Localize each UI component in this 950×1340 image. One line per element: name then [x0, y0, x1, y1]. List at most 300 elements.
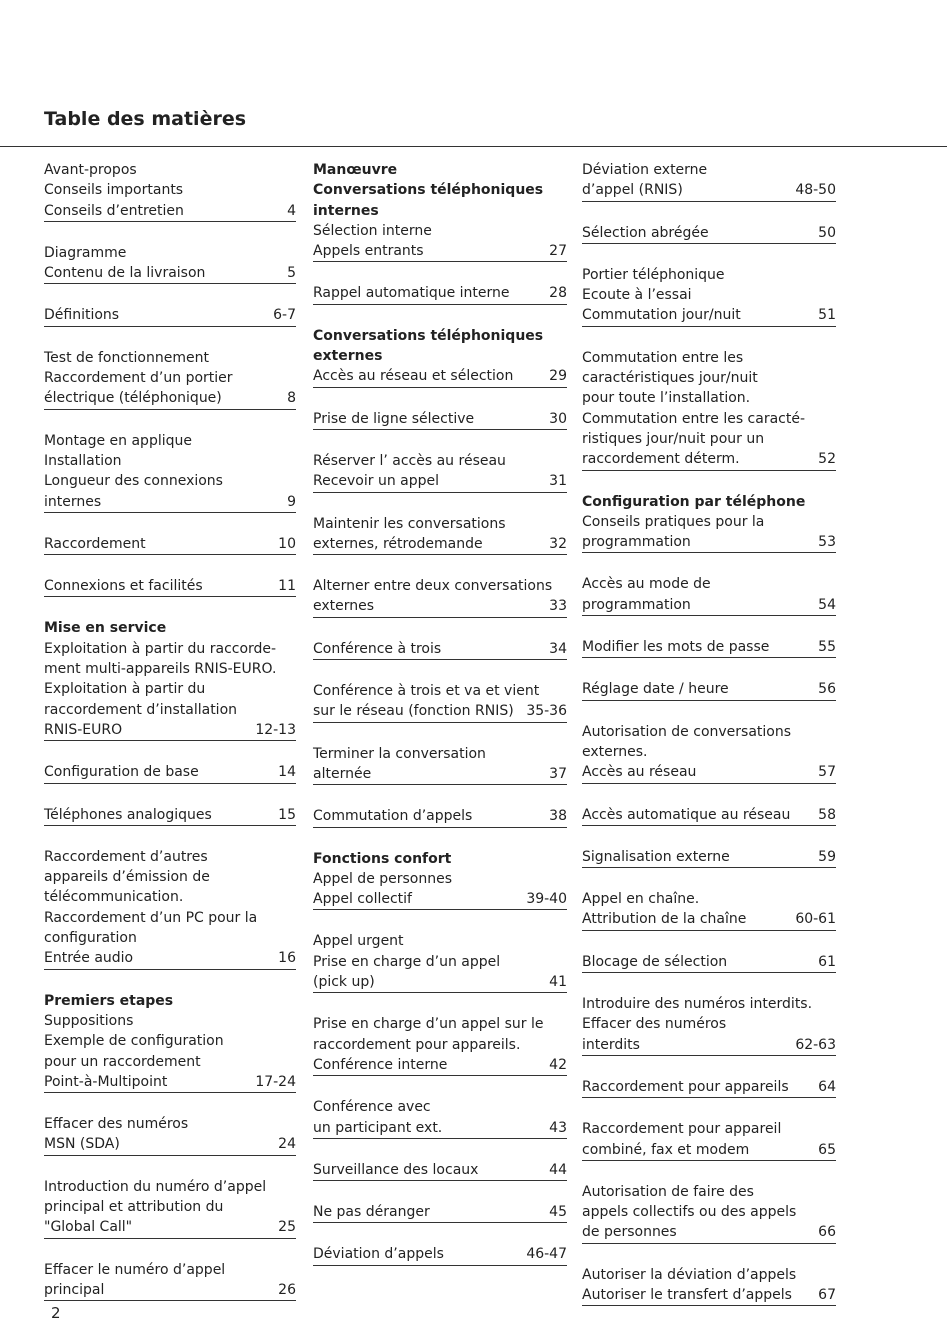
toc-line-text: sur le réseau (fonction RNIS) [313, 703, 514, 720]
toc-line-text: Conférence avec [313, 1099, 431, 1116]
toc-line-text: Prise en charge d’un appel sur le [313, 1016, 544, 1033]
toc-line [582, 409, 836, 429]
toc-entry [582, 265, 836, 327]
toc-page-ref: 59 [818, 848, 836, 865]
toc-line-text: Conseils importants [44, 182, 184, 199]
toc-line-text: Appel de personnes [313, 870, 453, 887]
toc-entry [313, 576, 567, 618]
toc-line-text: Déviation externe [582, 162, 708, 178]
toc-page-ref: 15 [278, 806, 296, 823]
toc-entry [582, 722, 836, 784]
toc-page-ref: 33 [549, 598, 567, 615]
toc-line-text: Mise en service [44, 620, 167, 637]
toc-line-text: ristiques jour/nuit pour un [582, 430, 765, 447]
toc-line [582, 368, 836, 388]
toc-line-text: raccordement déterm. [582, 451, 740, 468]
toc-line [313, 931, 567, 951]
toc-page-ref: 65 [818, 1141, 836, 1158]
toc-line-text: Commutation d’appels [313, 808, 473, 825]
toc-page-ref: 17-24 [255, 1073, 296, 1090]
toc-line [44, 243, 296, 263]
toc-section-heading [582, 492, 836, 512]
toc-page-ref: 52 [818, 451, 836, 468]
toc-line-text: raccordement pour appareils. [313, 1036, 521, 1053]
toc-line-text: Conférence à trois [313, 640, 442, 657]
toc-line [582, 1202, 836, 1222]
toc-section-heading [313, 201, 567, 221]
toc-line [313, 1202, 567, 1222]
toc-line [44, 948, 296, 968]
toc-line [313, 1097, 567, 1117]
toc-line-text: interdits [582, 1036, 640, 1053]
toc-line [582, 762, 836, 782]
toc-line [582, 1285, 836, 1305]
toc-entry [313, 681, 567, 723]
toc-line-text: externes [313, 348, 383, 365]
toc-line [44, 1134, 296, 1154]
toc-line-text: Raccordement [44, 535, 146, 552]
toc-line-text: Modifier les mots de passe [582, 639, 770, 656]
toc-line-text: "Global Call" [44, 1219, 133, 1236]
toc-line-text: Fonctions confort [313, 850, 452, 867]
toc-line-text: Introduction du numéro d’appel [44, 1178, 267, 1195]
toc-line [44, 1197, 296, 1217]
toc-line [313, 1244, 567, 1264]
toc-line-text: Signalisation externe [582, 848, 730, 865]
toc-line [313, 639, 567, 659]
toc-entry [582, 1077, 836, 1098]
toc-entry [44, 847, 296, 970]
toc-line-text: Accès au réseau [582, 764, 697, 781]
toc-line-text: pour un raccordement [44, 1053, 201, 1070]
toc-page-ref: 54 [818, 596, 836, 613]
toc-line-text: Raccordement d’un PC pour la [44, 909, 258, 926]
toc-line-text: Installation [44, 452, 122, 469]
toc-line [44, 305, 296, 325]
toc-line [582, 160, 836, 180]
toc-line [313, 514, 567, 534]
toc-column-2 [313, 160, 567, 1287]
toc-line [582, 595, 836, 615]
toc-line-text: Exploitation à partir du [44, 681, 206, 698]
toc-line-text: programmation [582, 534, 691, 551]
toc-line [44, 1011, 296, 1031]
page-title: Table des matières [44, 108, 247, 130]
toc-line-text: Conseils d’entretien [44, 202, 184, 219]
toc-line-text: Accès au réseau et sélection [313, 368, 514, 385]
toc-line [582, 909, 836, 929]
toc-page-ref: 42 [549, 1056, 567, 1073]
toc-line-text: Appels entrants [313, 243, 424, 260]
toc-line-text: Réglage date / heure [582, 681, 729, 698]
toc-section-heading [44, 618, 296, 638]
toc-line [582, 388, 836, 408]
toc-entry [313, 1160, 567, 1181]
toc-line [44, 679, 296, 699]
toc-line [44, 639, 296, 659]
toc-line [44, 201, 296, 221]
toc-line-text: configuration [44, 930, 137, 947]
toc-page-ref: 29 [549, 368, 567, 385]
toc-line-text: Autorisation de faire des [582, 1183, 754, 1200]
toc-line [44, 720, 296, 740]
toc-line-text: un participant ext. [313, 1119, 443, 1136]
toc-line [313, 972, 567, 992]
toc-line [582, 265, 836, 285]
toc-line-text: Effacer des numéros [44, 1116, 189, 1133]
toc-line-text: Conversations téléphoniques [313, 327, 544, 344]
toc-entry [313, 849, 567, 911]
toc-line [313, 681, 567, 701]
toc-line-text: d’appel (RNIS) [582, 182, 683, 199]
toc-line [313, 283, 567, 303]
toc-line-text: Suppositions [44, 1012, 134, 1029]
toc-line [313, 1160, 567, 1180]
toc-entry [582, 889, 836, 931]
toc-entry [582, 847, 836, 868]
toc-entry [582, 574, 836, 616]
toc-line [582, 285, 836, 305]
toc-line [44, 471, 296, 491]
toc-entry [313, 160, 567, 262]
toc-page-ref: 9 [287, 493, 296, 510]
toc-line [44, 1052, 296, 1072]
toc-line [44, 1114, 296, 1134]
toc-line [582, 1222, 836, 1242]
toc-entry [44, 1114, 296, 1156]
toc-line-text: principal [44, 1281, 105, 1298]
toc-line [44, 928, 296, 948]
toc-line-text: RNIS-EURO [44, 721, 123, 738]
toc-line [582, 223, 836, 243]
toc-entry [582, 1265, 836, 1307]
toc-line-text: Contenu de la livraison [44, 265, 206, 282]
toc-line [44, 534, 296, 554]
toc-line-text: appareils d’émission de [44, 869, 210, 886]
toc-line-text: Exploitation à partir du raccorde- [44, 640, 277, 657]
toc-page-ref: 37 [549, 765, 567, 782]
toc-line-text: Téléphones analogiques [44, 806, 212, 823]
toc-page-ref: 11 [278, 578, 296, 595]
toc-section-heading [313, 180, 567, 200]
toc-entry [313, 326, 567, 388]
toc-line [313, 869, 567, 889]
toc-line [582, 1182, 836, 1202]
toc-page-ref: 12-13 [255, 721, 296, 738]
toc-line-text: Diagramme [44, 244, 127, 261]
toc-entry [582, 805, 836, 826]
toc-line [313, 764, 567, 784]
toc-line [313, 701, 567, 721]
toc-page-ref: 25 [278, 1219, 296, 1236]
toc-line-text: Raccordement pour appareils [582, 1078, 789, 1095]
toc-entry [582, 160, 836, 202]
toc-line-text: Définitions [44, 307, 120, 324]
toc-entry [313, 806, 567, 827]
toc-line-text: (pick up) [313, 974, 375, 991]
toc-page-ref: 8 [287, 390, 296, 407]
toc-line [44, 160, 296, 180]
toc-line-text: Avant-propos [44, 162, 137, 178]
toc-line [44, 348, 296, 368]
toc-line [582, 1035, 836, 1055]
toc-line-text: Maintenir les conversations [313, 515, 506, 532]
toc-line-text: Déviation d’appels [313, 1246, 444, 1263]
toc-section-heading [313, 160, 567, 180]
toc-entry [44, 534, 296, 555]
toc-entry [44, 431, 296, 513]
toc-page-ref: 64 [818, 1078, 836, 1095]
toc-line [313, 221, 567, 241]
toc-entry [44, 305, 296, 326]
toc-line-text: Sélection interne [313, 222, 432, 239]
toc-line-text: Configuration de base [44, 764, 199, 781]
toc-line [313, 889, 567, 909]
toc-page-ref: 32 [549, 535, 567, 552]
toc-line-text: Appel collectif [313, 891, 412, 908]
toc-line [44, 908, 296, 928]
toc-line-text: pour toute l’installation. [582, 390, 751, 407]
toc-page-ref: 48-50 [795, 182, 836, 199]
toc-line [582, 722, 836, 742]
toc-line [44, 576, 296, 596]
toc-entry [44, 243, 296, 285]
toc-line [313, 596, 567, 616]
toc-column-3 [582, 160, 836, 1327]
toc-line [44, 867, 296, 887]
toc-line-text: Portier téléphonique [582, 266, 725, 283]
toc-line-text: Autoriser le transfert d’appels [582, 1286, 792, 1303]
toc-entry [313, 409, 567, 430]
toc-line-text: Appel en chaîne. [582, 891, 700, 908]
toc-line [582, 994, 836, 1014]
toc-entry [313, 283, 567, 304]
toc-line-text: Surveillance des locaux [313, 1161, 479, 1178]
toc-entry [582, 679, 836, 700]
toc-line-text: Manœuvre [313, 162, 398, 178]
toc-line-text: Autorisation de conversations [582, 723, 792, 740]
toc-entry [44, 762, 296, 783]
toc-section-heading [313, 849, 567, 869]
toc-line [44, 431, 296, 451]
toc-line [582, 305, 836, 325]
toc-entry [313, 1202, 567, 1223]
toc-line-text: internes [44, 493, 102, 510]
toc-page-ref: 4 [287, 202, 296, 219]
toc-line [313, 366, 567, 386]
toc-entry [44, 618, 296, 741]
toc-line [582, 637, 836, 657]
toc-line [313, 1035, 567, 1055]
toc-page-ref: 61 [818, 953, 836, 970]
toc-section-heading [44, 991, 296, 1011]
toc-page-ref: 38 [549, 808, 567, 825]
toc-line-text: Conférence à trois et va et vient [313, 683, 540, 700]
toc-line-text: raccordement d’installation [44, 701, 238, 718]
toc-line-text: Test de fonctionnement [44, 349, 209, 366]
toc-page-ref: 41 [549, 974, 567, 991]
toc-entry [313, 1244, 567, 1265]
toc-line [582, 742, 836, 762]
toc-line [582, 1265, 836, 1285]
toc-page-ref: 10 [278, 535, 296, 552]
toc-page-ref: 60-61 [795, 911, 836, 928]
toc-line-text: Commutation entre les [582, 349, 744, 366]
toc-page-ref: 28 [549, 285, 567, 302]
toc-line [313, 744, 567, 764]
toc-line [582, 952, 836, 972]
toc-line [44, 1072, 296, 1092]
toc-entry [44, 1177, 296, 1239]
toc-line [582, 1119, 836, 1139]
toc-line-text: Accès au mode de [582, 576, 711, 593]
toc-line [582, 679, 836, 699]
title-divider [0, 146, 947, 147]
toc-entry [44, 991, 296, 1093]
toc-line-text: Entrée audio [44, 950, 134, 967]
toc-line-text: externes, rétrodemande [313, 535, 483, 552]
toc-entry [44, 805, 296, 826]
toc-line [582, 1140, 836, 1160]
toc-column-1 [44, 160, 296, 1322]
toc-entry [313, 639, 567, 660]
toc-line [44, 368, 296, 388]
toc-page-ref: 62-63 [795, 1036, 836, 1053]
toc-page-ref: 66 [818, 1224, 836, 1241]
toc-line [313, 471, 567, 491]
toc-line-text: Conversations téléphoniques [313, 182, 544, 199]
toc-line-text: principal et attribution du [44, 1198, 224, 1215]
toc-line-text: externes [313, 598, 375, 615]
toc-page-ref: 50 [818, 224, 836, 241]
toc-entry [313, 514, 567, 556]
toc-entry [313, 1014, 567, 1076]
toc-line-text: Raccordement pour appareil [582, 1121, 782, 1138]
toc-line-text: Longueur des connexions [44, 473, 223, 490]
toc-line-text: Commutation entre les caracté- [582, 410, 806, 427]
toc-page-ref: 30 [549, 410, 567, 427]
toc-page-ref: 24 [278, 1136, 296, 1153]
toc-entry [582, 952, 836, 973]
toc-line [313, 534, 567, 554]
toc-line [313, 576, 567, 596]
toc-line-text: Conseils pratiques pour la [582, 513, 765, 530]
toc-line-text: Configuration par téléphone [582, 493, 806, 510]
toc-entry [582, 1119, 836, 1161]
toc-line [44, 700, 296, 720]
toc-line-text: caractéristiques jour/nuit [582, 370, 758, 387]
toc-line-text: Premiers etapes [44, 992, 174, 1009]
toc-section-heading [313, 346, 567, 366]
toc-line-text: Alterner entre deux conversations [313, 578, 553, 595]
toc-line [44, 1031, 296, 1051]
toc-line-text: ment multi-appareils RNIS-EURO. [44, 661, 277, 678]
toc-line [582, 847, 836, 867]
toc-line [44, 1217, 296, 1237]
toc-line [313, 952, 567, 972]
toc-page-ref: 67 [818, 1286, 836, 1303]
toc-line-text: Point-à-Multipoint [44, 1073, 168, 1090]
toc-page-ref: 45 [549, 1204, 567, 1221]
toc-line-text: Effacer le numéro d’appel [44, 1261, 226, 1278]
toc-line [44, 1260, 296, 1280]
toc-entry [582, 492, 836, 554]
toc-page-ref: 58 [818, 806, 836, 823]
toc-line-text: Raccordement d’autres [44, 848, 208, 865]
toc-line-text: Sélection abrégée [582, 224, 709, 241]
toc-line [44, 762, 296, 782]
toc-page-ref: 6-7 [273, 307, 296, 324]
toc-line [313, 1014, 567, 1034]
toc-entry [313, 451, 567, 493]
toc-page-ref: 55 [818, 639, 836, 656]
toc-page-ref: 44 [549, 1161, 567, 1178]
toc-page-ref: 39-40 [526, 891, 567, 908]
toc-page-ref: 5 [287, 265, 296, 282]
toc-line [582, 449, 836, 469]
toc-line-text: Recevoir un appel [313, 473, 440, 490]
toc-line-text: externes. [582, 743, 648, 760]
toc-line [582, 574, 836, 594]
toc-line [44, 180, 296, 200]
toc-entry [582, 994, 836, 1056]
toc-line [582, 429, 836, 449]
toc-page-ref: 51 [818, 307, 836, 324]
toc-line-text: Blocage de sélection [582, 953, 728, 970]
toc-line-text: Ne pas déranger [313, 1204, 430, 1221]
toc-line-text: MSN (SDA) [44, 1136, 120, 1153]
toc-line-text: Introduire des numéros interdits. [582, 996, 813, 1013]
toc-line [582, 805, 836, 825]
toc-line [582, 532, 836, 552]
toc-line [44, 1177, 296, 1197]
toc-line-text: Rappel automatique interne [313, 285, 510, 302]
toc-line [313, 409, 567, 429]
toc-page-ref: 57 [818, 764, 836, 781]
toc-line [44, 1280, 296, 1300]
toc-line-text: combiné, fax et modem [582, 1141, 750, 1158]
toc-entry [582, 1182, 836, 1244]
toc-line [44, 263, 296, 283]
toc-page-ref: 53 [818, 534, 836, 551]
toc-line-text: Conférence interne [313, 1056, 448, 1073]
toc-line [44, 659, 296, 679]
toc-line-text: programmation [582, 596, 691, 613]
toc-line-text: Effacer des numéros [582, 1016, 727, 1033]
toc-line-text: Autoriser la déviation d’appels [582, 1266, 797, 1283]
toc-line [313, 1055, 567, 1075]
toc-entry [313, 744, 567, 786]
toc-line-text: Connexions et facilités [44, 578, 203, 595]
toc-line [44, 847, 296, 867]
toc-line [44, 451, 296, 471]
toc-line [582, 348, 836, 368]
toc-entry [44, 576, 296, 597]
toc-line-text: Attribution de la chaîne [582, 911, 747, 928]
toc-entry [44, 160, 296, 222]
toc-page-ref: 46-47 [526, 1246, 567, 1263]
toc-page-ref: 43 [549, 1119, 567, 1136]
toc-entry [582, 348, 836, 471]
toc-line [44, 805, 296, 825]
toc-line-text: télécommunication. [44, 889, 184, 906]
toc-line-text: Exemple de configuration [44, 1033, 224, 1050]
toc-line-text: de personnes [582, 1224, 677, 1241]
toc-page-ref: 56 [818, 681, 836, 698]
toc-page-ref: 16 [278, 950, 296, 967]
toc-entry [44, 1260, 296, 1302]
toc-line-text: Ecoute à l’essai [582, 287, 692, 304]
